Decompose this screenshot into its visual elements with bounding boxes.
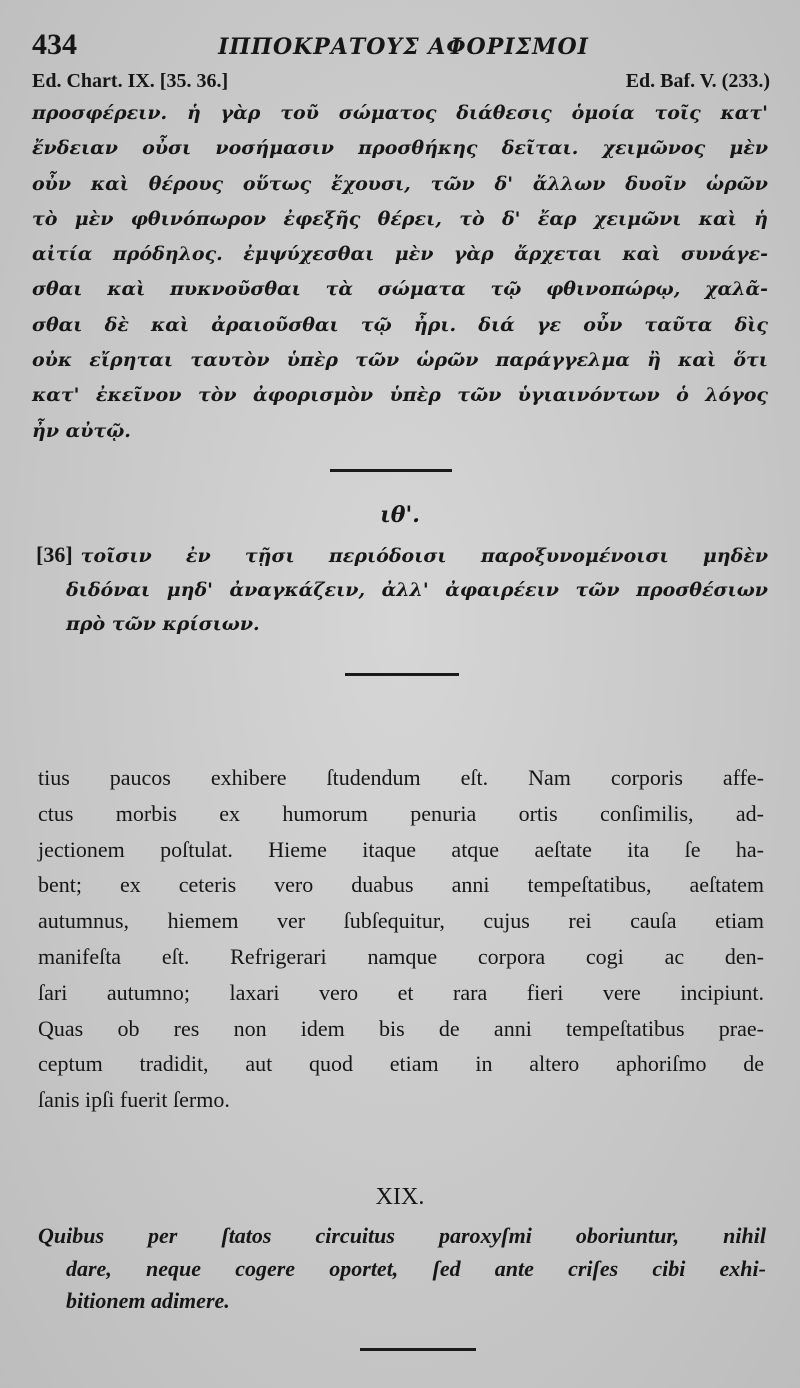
- edition-reference-right: Ed. Baf. V. (233.): [625, 70, 770, 92]
- edition-reference-left: Ed. Chart. IX. [35. 36.]: [32, 70, 229, 92]
- edition-references: [32, 70, 770, 93]
- greek-commentary-line: ἦν αὐτῷ.: [32, 419, 131, 442]
- greek-aphorism-line: [36, 538, 768, 573]
- latin-aphorism-line: bitionem adimere.: [66, 1288, 230, 1313]
- latin-commentary-line: tius paucos exhibere ſtudendum eſt. Nam corporis affe-: [38, 765, 764, 790]
- aphorism-bracket-number: [36]: [36, 542, 73, 567]
- latin-commentary-line: ſari autumno; laxari vero et rara fieri vere incipiunt.: [38, 979, 764, 1005]
- greek-aphorism: [36, 538, 768, 641]
- latin-section-number: XIX.: [375, 1184, 425, 1210]
- latin-aphorism-line: Quibus per ſtatos circuitus paroxyſmi oboriuntur, nihil: [38, 1223, 766, 1248]
- running-title: ΙΠΠΟΚΡΑΤΟΥΣ ΑΦΟΡΙΣΜΟΙ: [218, 34, 589, 60]
- latin-commentary: [38, 760, 764, 1118]
- greek-commentary-line: οὐκ εἴρηται ταυτὸν ὑπὲρ τῶν ὡρῶν παράγγελμα ἢ καὶ ὅτι: [32, 349, 768, 372]
- latin-commentary-line: ceptum tradidit, aut quod etiam in altero aphoriſmo de: [38, 1051, 764, 1077]
- section-divider: [345, 673, 459, 676]
- latin-commentary-line: autumnus, hiemem ver ſubſequitur, cujus rei cauſa etiam: [38, 908, 764, 934]
- greek-commentary: [32, 96, 768, 449]
- section-divider: [360, 1348, 476, 1351]
- greek-commentary-line: προσφέρειν. ἡ γὰρ τοῦ σώματος διάθεσις ὁμοία τοῖς κατ': [32, 102, 768, 124]
- greek-aphorism-text: τοῖσιν ἐν τῇσι περιόδοισι παροξυνομένοισι μηδὲν: [80, 545, 768, 567]
- greek-aphorism-line: διδόναι μηδ' ἀναγκάζειν, ἀλλ' ἀφαιρέειν τῶν προσθέσιων: [66, 579, 768, 601]
- greek-section-number: ιθ'.: [380, 502, 420, 528]
- section-divider: [330, 469, 452, 472]
- greek-commentary-line: ἔνδειαν οὖσι νοσήμασιν προσθήκης δεῖται. χειμῶνος μὲν: [32, 137, 768, 160]
- latin-commentary-line: ſanis ipſi fuerit ſermo.: [38, 1087, 230, 1113]
- latin-aphorism: [38, 1220, 766, 1318]
- latin-commentary-line: jectionem poſtulat. Hieme itaque atque aeſtate ita ſe ha-: [38, 836, 764, 862]
- page-number: 434: [32, 28, 77, 61]
- greek-commentary-line: οὖν καὶ θέρους οὕτως ἔχουσι, τῶν δ' ἄλλων δυοῖν ὡρῶν: [32, 172, 768, 195]
- greek-commentary-line: κατ' ἐκεῖνον τὸν ἀφορισμὸν ὑπὲρ τῶν ὑγιαινόντων ὁ λόγος: [32, 384, 768, 407]
- latin-commentary-line: bent; ex ceteris vero duabus anni tempeſtatibus, aeſtatem: [38, 872, 764, 898]
- greek-commentary-line: αἰτία πρόδηλος. ἐμψύχεσθαι μὲν γὰρ ἄρχεται καὶ συνάγε-: [32, 243, 768, 266]
- greek-commentary-line: τὸ μὲν φθινόπωρον ἐφεξῆς θέρει, τὸ δ' ἔαρ χειμῶνι καὶ ἡ: [32, 207, 768, 230]
- latin-commentary-line: ctus morbis ex humorum penuria ortis conſimilis, ad-: [38, 800, 764, 826]
- latin-aphorism-line: dare, neque cogere oportet, ſed ante criſes cibi exhi-: [66, 1255, 766, 1281]
- running-header: [32, 28, 770, 62]
- greek-aphorism-line: πρὸ τῶν κρίσιων.: [66, 613, 260, 635]
- latin-commentary-line: Quas ob res non idem bis de anni tempeſtatibus prae-: [38, 1015, 764, 1041]
- latin-commentary-line: manifeſta eſt. Refrigerari namque corpora cogi ac den-: [38, 943, 764, 969]
- greek-commentary-line: σθαι καὶ πυκνοῦσθαι τὰ σώματα τῷ φθινοπώρῳ, χαλᾶ-: [32, 278, 768, 301]
- greek-commentary-line: σθαι δὲ καὶ ἀραιοῦσθαι τῷ ἦρι. διά γε οὖν ταῦτα δὶς: [32, 313, 768, 336]
